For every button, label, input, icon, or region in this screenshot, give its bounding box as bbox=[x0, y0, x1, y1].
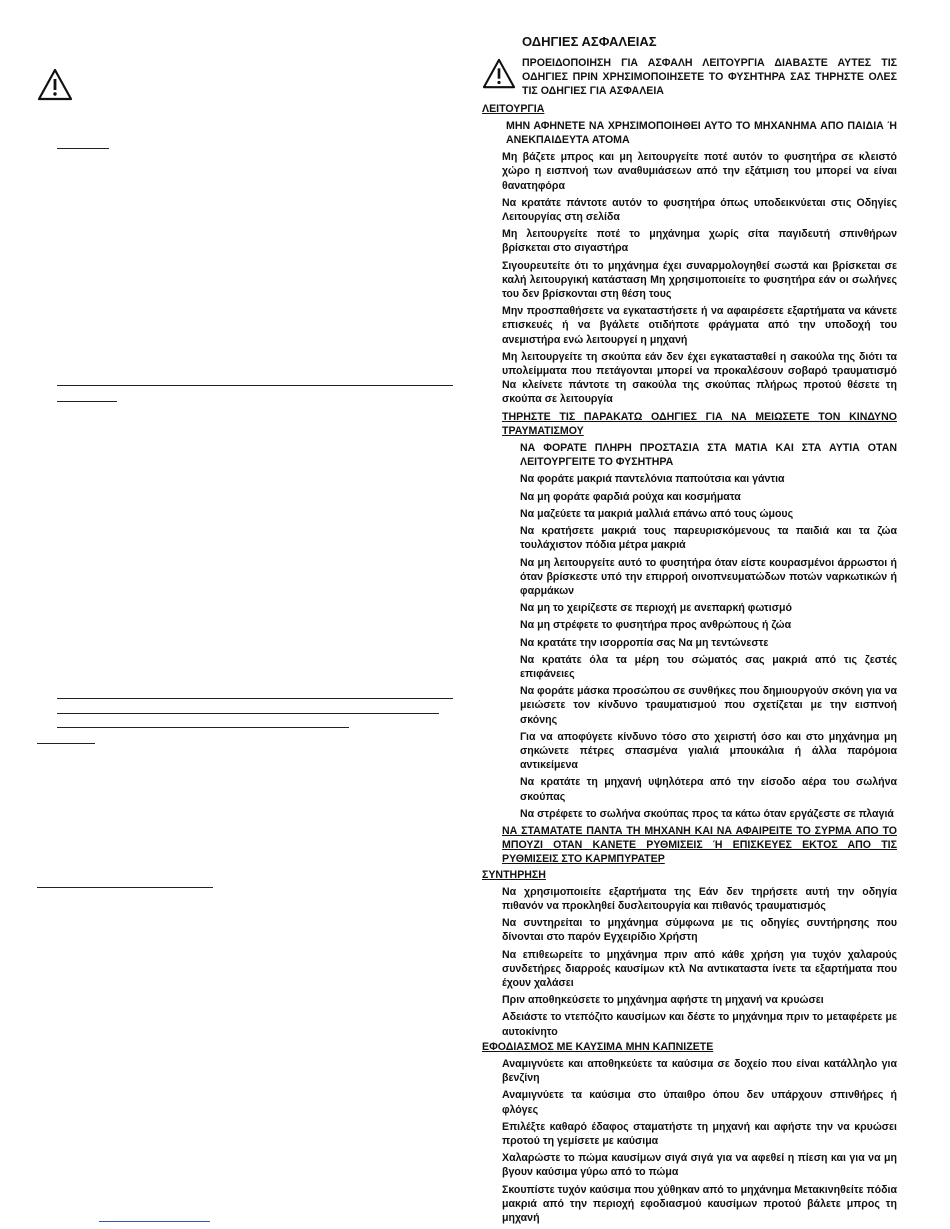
blank-line bbox=[57, 698, 453, 699]
list-item: Να συντηρείται το μηχάνημα σύμφωνα με τις οδηγίες συντήρησης που δίνονται στο παρόν Εγχειρίδιο Χρήστη bbox=[502, 917, 897, 944]
blank-line bbox=[37, 887, 213, 888]
section-heading-maintenance: ΣΥΝΤΗΡΗΣΗ bbox=[482, 868, 546, 881]
section-heading-fuel: ΕΦΟΔΙΑΣΜΟΣ ΜΕ ΚΑΥΣΙΜΑ ΜΗΝ ΚΑΠΝΙΖΕΤΕ bbox=[482, 1040, 714, 1053]
list-item: Να κρατάτε την ισορροπία σας Να μη τεντώνεστε bbox=[520, 636, 769, 649]
list-item: Σκουπίστε τυχόν καύσιμα που χύθηκαν από το μηχάνημα Μετακινηθείτε πόδια μακριά από την περιοχή εφοδιασμού καυσίμων προτού βάλετε μπρος τη μηχανή bbox=[502, 1183, 897, 1225]
list-item: Να μη το χειρίζεστε σε περιοχή με ανεπαρκή φωτισμό bbox=[520, 602, 792, 615]
blank-line bbox=[57, 148, 109, 149]
warning-text: ΠΡΟΕΙΔΟΠΟΙΗΣΗ ΓΙΑ ΑΣΦΑΛΗ ΛΕΙΤΟΥΡΓΙΑ ΔΙΑΒΑΣΤΕ ΑΥΤΕΣ ΤΙΣ ΟΔΗΓΙΕΣ ΠΡΙΝ ΧΡΗΣΙΜΟΠΟΙΗΣΕΤΕ ΤΟ ΦΥΣΗΤΗΡΑ ΣΑΣ ΤΗΡΗΣΤΕ ΟΛΕΣ ΤΙΣ ΟΔΗΓΙΕΣ ΓΙΑ ΑΣΦΑΛΕΙΑ bbox=[522, 57, 897, 98]
warning-notice bbox=[482, 56, 897, 99]
list-item: Για να αποφύγετε κίνδυνο τόσο στο χειριστή όσο και στο μηχάνημα μη σηκώνετε πέτρες σπασμένα γιαλιά μπουκάλια ή άλλα παρόμοια αντικείμενα bbox=[520, 730, 897, 772]
list-item: Μη λειτουργείτε τη σκούπα εάν δεν έχει εγκατασταθεί η σακούλα της διότι τα υπολείμματα που πετάγονται μπορεί να προκαλέσουν σοβαρό τραυματισμό Να κλείνετε πάντοτε τη σακούλα της σκούπας πλήρως προτού θέσετε τη σκούπα σε λειτουργία bbox=[502, 350, 897, 406]
section-heading-injury: ΤΗΡΗΣΤΕ ΤΙΣ ΠΑΡΑΚΑΤΩ ΟΔΗΓΙΕΣ ΓΙΑ ΝΑ ΜΕΙΩΣΕΤΕ ΤΟΝ ΚΙΝΔΥΝΟ ΤΡΑΥΜΑΤΙΣΜΟΥ bbox=[502, 410, 897, 437]
list-item: Να μαζεύετε τα μακριά μαλλιά επάνω από τους ώμους bbox=[520, 507, 794, 520]
footer-link-line bbox=[99, 1221, 210, 1222]
list-item: Να φοράτε μακριά παντελόνια παπούτσια και γάντια bbox=[520, 473, 785, 486]
list-item: Να μη στρέφετε το φυσητήρα προς ανθρώπους ή ζώα bbox=[520, 619, 792, 632]
stop-engine-notice: ΝΑ ΣΤΑΜΑΤΑΤΕ ΠΑΝΤΑ ΤΗ ΜΗΧΑΝΗ ΚΑΙ ΝΑ ΑΦΑΙΡΕΙΤΕ ΤΟ ΣΥΡΜΑ ΑΠΟ ΤΟ ΜΠΟΥΖΙ ΟΤΑΝ ΚΑΝΕΤΕ ΡΥΘΜΙΣΕΙΣ Ή ΕΠΙΣΚΕΥΕΣ ΕΚΤΟΣ ΑΠΟ ΤΙΣ ΡΥΘΜΙΣΕΙΣ ΣΤΟ ΚΑΡΜΠΥΡΑΤΕΡ bbox=[502, 824, 897, 866]
warning-triangle-icon bbox=[482, 58, 516, 90]
list-item: Να μη λειτουργείτε αυτό το φυσητήρα όταν είστε κουρασμένοι άρρωστοι ή όταν βρίσκεστε υπό την επιρροή οινοπνευματώδων ποτών ναρκωτικών ή φαρμάκων bbox=[520, 556, 897, 597]
list-item: Αναμιγνύετε και αποθηκεύετε τα καύσιμα σε δοχείο που είναι κατάλληλο για βενζίνη bbox=[502, 1058, 897, 1085]
blank-line bbox=[57, 713, 439, 714]
list-item: ΝΑ ΦΟΡΑΤΕ ΠΛΗΡΗ ΠΡΟΣΤΑΣΙΑ ΣΤΑ ΜΑΤΙΑ ΚΑΙ ΣΤΑ ΑΥΤΙΑ ΟΤΑΝ ΛΕΙΤΟΥΡΓΕΙΤΕ ΤΟ ΦΥΣΗΤΗΡΑ bbox=[520, 442, 897, 469]
list-item: Αναμιγνύετε τα καύσιμα στο ύπαιθρο όπου δεν υπάρχουν σπινθήρες ή φλόγες bbox=[502, 1089, 897, 1116]
list-item: Να κρατάτε πάντοτε αυτόν το φυσητήρα όπως υποδεικνύεται στις Οδηγίες Λειτουργίας στη σελίδα bbox=[502, 196, 897, 224]
list-item: Να κρατάτε τη μηχανή υψηλότερα από την είσοδο αέρα του σωλήνα σκούπας bbox=[520, 776, 897, 803]
list-item: Να επιθεωρείτε το μηχάνημα πριν από κάθε χρήση για τυχόν χαλαρούς συνδετήρες διαρροές καυσίμων κτλ Να αντικαταστα ίνετε τα εξαρτήματα που έχουν χαλάσει bbox=[502, 948, 897, 989]
safety-instructions bbox=[482, 34, 897, 1225]
blank-line bbox=[57, 727, 349, 728]
list-item: Να στρέφετε το σωλήνα σκούπας προς τα κάτω όταν εργάζεστε σε πλαγιά bbox=[520, 807, 894, 820]
blank-line bbox=[57, 385, 453, 386]
list-item: Να χρησιμοποιείτε εξαρτήματα της Εάν δεν τηρήσετε αυτή την οδηγία πιθανόν να προκληθεί δυσλειτουργία και πιθανός τραυματισμός bbox=[502, 885, 897, 912]
list-item: Αδειάστε το ντεπόζιτο καυσίμων και δέστε το μηχάνημα πριν το μεταφέρετε με αυτοκίνητο bbox=[502, 1011, 897, 1038]
list-item: Μη λειτουργείτε ποτέ το μηχάνημα χωρίς σίτα παγιδευτή σπινθήρων βρίσκεται στο σιγαστήρα bbox=[502, 228, 897, 255]
list-item: Να κρατάτε όλα τα μέρη του σώματός σας μακριά από τις ζεστές επιφάνειες bbox=[520, 653, 897, 680]
section-heading-operation: ΛΕΙΤΟΥΡΓΙΑ bbox=[482, 102, 545, 115]
list-item: Πριν αποθηκεύσετε το μηχάνημα αφήστε τη μηχανή να κρυώσει bbox=[502, 994, 824, 1007]
list-item: Να μη φοράτε φαρδιά ρούχα και κοσμήματα bbox=[520, 490, 741, 503]
list-item: Να κρατήσετε μακριά τους παρευρισκόμενους τα παιδιά και τα ζώα τουλάχιστον πόδια μέτρα μακριά bbox=[520, 525, 897, 552]
list-item: Χαλαρώστε το πώμα καυσίμων σιγά σιγά για να αφεθεί η πίεση και για να μη βγουν καύσιμα γύρω από το πώμα bbox=[502, 1152, 897, 1179]
list-item: Μη βάζετε μπρος και μη λειτουργείτε ποτέ αυτόν το φυσητήρα σε κλειστό χώρο η εισπνοή των αναθυμιάσεων από την εξάτμιση του μπορεί να είναι θανατηφόρα bbox=[502, 151, 897, 192]
blank-line bbox=[37, 743, 95, 744]
warning-triangle-icon bbox=[37, 68, 73, 102]
list-item: Σιγουρευτείτε ότι το μηχάνημα έχει συναρμολογηθεί σωστά και βρίσκεται σε καλή λειτουργική κατάσταση Μη χρησιμοποιείτε το φυσητήρα εάν οι σωλήνες του δεν βρίσκονται στη θέση τους bbox=[502, 259, 897, 301]
list-item: ΜΗΝ ΑΦΗΝΕΤΕ ΝΑ ΧΡΗΣΙΜΟΠΟΙΗΘΕΙ ΑΥΤΟ ΤΟ ΜΗΧΑΝΗΜΑ ΑΠΟ ΠΑΙΔΙΑ Ή ΑΝΕΚΠΑΙΔΕΥΤΑ ΑΤΟΜΑ bbox=[506, 119, 897, 147]
page-title: ΟΔΗΓΙΕΣ ΑΣΦΑΛΕΙΑΣ bbox=[522, 34, 657, 49]
list-item: Μην προσπαθήσετε να εγκαταστήσετε ή να αφαιρέσετε εξαρτήματα να κάνετε επισκευές ή να βγάλετε οτιδήποτε φράγματα από την υποδοχή του ανεμιστήρα ενώ λειτουργεί η μηχανή bbox=[502, 305, 897, 346]
blank-line bbox=[57, 401, 117, 402]
list-item: Να φοράτε μάσκα προσώπου σε συνθήκες που δημιουργούν σκόνη για να μειώσετε τον κίνδυνο τραυματισμού που σχετίζεται με την εισπνοή σκόνης bbox=[520, 685, 897, 726]
list-item: Επιλέξτε καθαρό έδαφος σταματήστε τη μηχανή και αφήστε την να κρυώσει προτού τη γεμίσετε με καύσιμα bbox=[502, 1120, 897, 1148]
